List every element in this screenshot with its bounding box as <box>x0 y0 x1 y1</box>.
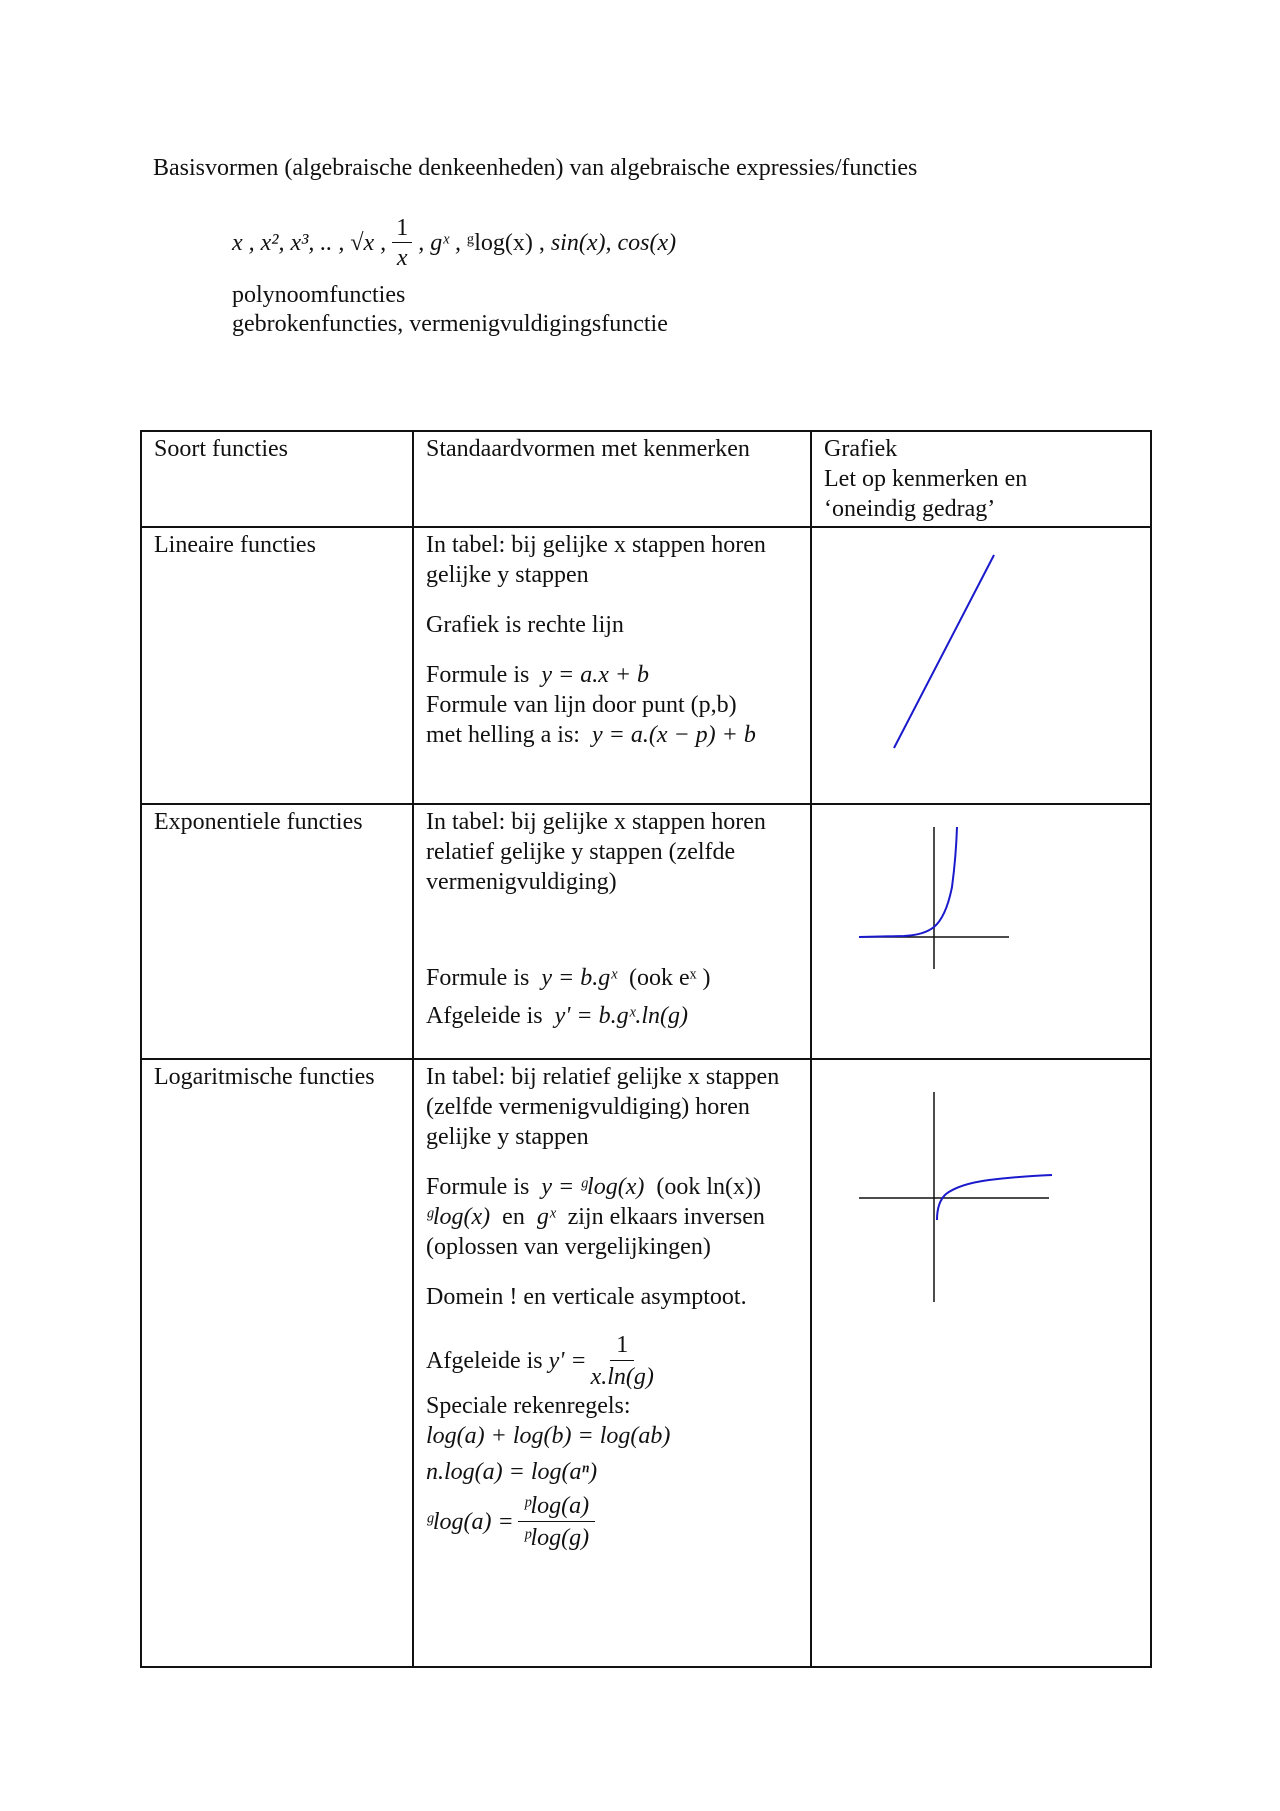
log-rule-power: n.log(a) = log(aⁿ) <box>426 1458 598 1485</box>
logarithmic-graph <box>824 1062 1140 1302</box>
log-derivative-fraction: $\frac{1}{x.\ln(g)}$ <box>590 1332 654 1391</box>
exponential-curve <box>859 827 957 937</box>
exponential-derivative-line: Afgeleide is y' = b.gˣ.ln(g) <box>426 1003 689 1029</box>
linear-point-slope-formula: y = a.(x − p) + b <box>591 722 756 748</box>
exponential-name-cell: Exponentiele functies <box>141 804 413 1059</box>
logarithmic-name-cell: Logaritmische functies <box>141 1059 413 1667</box>
header-cell-graph <box>811 431 1151 527</box>
powers-text: x , x², x³, .. , <box>232 229 345 256</box>
log-inverse-formula: ᵍlog(x) <box>426 1204 491 1230</box>
linear-table-text: In tabel: bij gelijke x stappen horen gelijke y stappen <box>426 532 766 588</box>
logarithmic-forms-cell <box>413 1059 811 1667</box>
exponential-table-text: In tabel: bij gelijke x stappen horen relatief gelijke y stappen (zelfde vermenigvuldiging) <box>426 809 766 895</box>
exponential-formula-line: Formule is y = b.gˣ (ook eˣ ) <box>426 965 711 991</box>
log-rules-title: Speciale rekenregels: <box>426 1392 631 1419</box>
page-heading: Basisvormen (algebraische denkeenheden) van algebraische expressies/functies <box>153 155 918 181</box>
log-formula-line: Formule is y = ᵍlog(x) (ook ln(x)) <box>426 1174 761 1200</box>
linear-graph-text: Grafiek is rechte lijn <box>426 612 624 638</box>
log-derivative-line: Afgeleide is y' = $\frac{1}{x.\ln(g)}$ <box>426 1332 654 1391</box>
exponential-forms-cell <box>413 804 811 1059</box>
basic-forms-line <box>232 216 676 270</box>
log-derivative-lhs: y' = <box>548 1348 587 1375</box>
trig-text: sin(x), cos(x) <box>550 229 677 256</box>
one-over-x-fraction <box>392 216 412 270</box>
glog-text: ᵍlog(x) , <box>466 229 545 256</box>
exponential-derivative-formula: y' = b.gˣ.ln(g) <box>554 1003 689 1029</box>
log-solving-text: (oplossen van vergelijkingen) <box>426 1234 711 1260</box>
table-header-row <box>141 431 1151 527</box>
sqrt-text: √x , <box>350 229 387 256</box>
linear-graph-line <box>894 555 994 748</box>
linear-graph <box>824 530 1140 795</box>
subline-rational: gebrokenfuncties, vermenigvuldigingsfunctie <box>232 311 668 337</box>
table-row-linear <box>141 527 1151 804</box>
header-graph-line1: Grafiek <box>824 436 898 462</box>
header-graph-line2: Let op kenmerken en <box>824 466 1028 492</box>
table-row-logarithmic <box>141 1059 1151 1667</box>
log-base-change-fraction: $\frac{\text{ᵖlog(a)}}{\text{ᵖlog(g)}}$ <box>518 1493 595 1552</box>
log-rule-product: log(a) + log(b) = log(ab) <box>426 1422 671 1449</box>
header-graph-line3: ‘oneindig gedrag’ <box>824 496 996 522</box>
exponential-graph <box>824 807 1140 1052</box>
linear-graph-cell <box>811 527 1151 804</box>
linear-formula: y = a.x + b <box>541 662 650 688</box>
exponential-formula-extra: (ook eˣ ) <box>628 965 711 991</box>
log-formula-extra: (ook ln(x)) <box>656 1174 761 1200</box>
exponential-formula: y = b.gˣ <box>541 965 617 991</box>
log-formula: y = ᵍlog(x) <box>541 1174 645 1200</box>
function-types-table <box>140 430 1152 1668</box>
log-inverse-formula2: gˣ <box>536 1204 556 1230</box>
log-table-text: In tabel: bij relatief gelijke x stappen (zelfde vermenigvuldiging) horen gelijke y stappen <box>426 1064 780 1150</box>
linear-formula-line: Formule is y = a.x + b <box>426 662 650 688</box>
subline-polynomial: polynoomfuncties <box>232 282 406 308</box>
header-cell-forms: Standaardvormen met kenmerken <box>413 431 811 527</box>
exponential-graph-cell <box>811 804 1151 1059</box>
log-rule-base-change: ᵍlog(a) = $\frac{\text{ᵖlog(a)}}{\text{ᵖlog(g)}}$ <box>426 1493 798 1552</box>
gx-text: , gˣ , <box>418 229 461 256</box>
log-inverse-line: ᵍlog(x) en gˣ zijn elkaars inversen <box>426 1204 765 1230</box>
fraction-numerator: 1 <box>392 216 412 243</box>
linear-name-cell: Lineaire functies <box>141 527 413 804</box>
table-row-exponential <box>141 804 1151 1059</box>
logarithmic-graph-cell <box>811 1059 1151 1667</box>
linear-point-text: Formule van lijn door punt (p,b) <box>426 692 737 718</box>
linear-forms-cell <box>413 527 811 804</box>
fraction-denominator: x <box>396 245 408 271</box>
header-cell-type: Soort functies <box>141 431 413 527</box>
linear-slope-line: met helling a is: y = a.(x − p) + b <box>426 722 756 748</box>
log-domain-text: Domein ! en verticale asymptoot. <box>426 1284 747 1310</box>
